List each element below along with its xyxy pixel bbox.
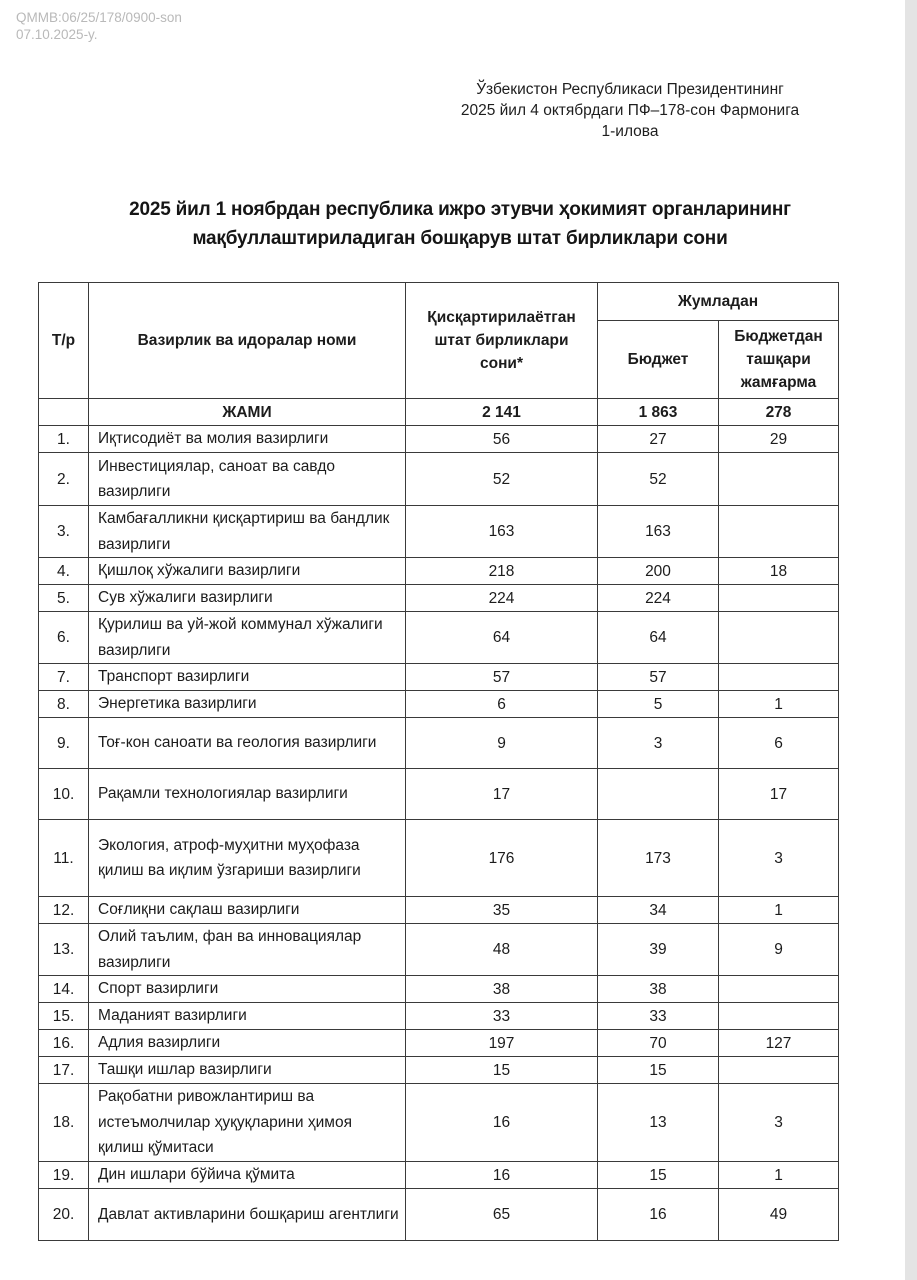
row-ministry-name: Инвестициялар, саноат ва савдо вазирлиги xyxy=(89,453,406,506)
document-title xyxy=(40,195,880,253)
table-row xyxy=(39,1030,839,1057)
header-name: Вазирлик ва идоралар номи xyxy=(89,283,406,399)
row-reduced: 48 xyxy=(406,924,598,976)
table-row xyxy=(39,453,839,506)
row-number: 5. xyxy=(39,585,89,612)
header-offbudget: Бюджетдан ташқари жамғарма xyxy=(719,321,839,399)
row-ministry-name: Соғлиқни сақлаш вазирлиги xyxy=(89,897,406,924)
row-number: 18. xyxy=(39,1084,89,1162)
table-row xyxy=(39,558,839,585)
annex-reference xyxy=(420,79,840,142)
total-reduced: 2 141 xyxy=(406,399,598,426)
row-ministry-name: Транспорт вазирлиги xyxy=(89,664,406,691)
row-reduced: 38 xyxy=(406,976,598,1003)
row-budget: 33 xyxy=(598,1003,719,1030)
row-number: 12. xyxy=(39,897,89,924)
row-ministry-name: Қишлоқ хўжалиги вазирлиги xyxy=(89,558,406,585)
table-row xyxy=(39,1084,839,1162)
row-number: 7. xyxy=(39,664,89,691)
row-budget: 64 xyxy=(598,612,719,664)
total-label: ЖАМИ xyxy=(89,399,406,426)
row-offbudget: 1 xyxy=(719,691,839,718)
row-reduced: 16 xyxy=(406,1162,598,1189)
row-reduced: 218 xyxy=(406,558,598,585)
row-offbudget: 17 xyxy=(719,769,839,820)
annex-line-1: Ўзбекистон Республикаси Президентининг xyxy=(476,81,784,98)
row-ministry-name: Рақамли технологиялар вазирлиги xyxy=(89,769,406,820)
row-budget: 15 xyxy=(598,1057,719,1084)
row-reduced: 197 xyxy=(406,1030,598,1057)
row-number: 10. xyxy=(39,769,89,820)
row-number: 15. xyxy=(39,1003,89,1030)
stamp-date: 07.10.2025-y. xyxy=(16,27,98,42)
row-offbudget: 1 xyxy=(719,897,839,924)
row-number: 14. xyxy=(39,976,89,1003)
row-budget: 224 xyxy=(598,585,719,612)
table-row xyxy=(39,1189,839,1241)
row-reduced: 64 xyxy=(406,612,598,664)
total-number xyxy=(39,399,89,426)
header-budget: Бюджет xyxy=(598,321,719,399)
row-budget: 27 xyxy=(598,426,719,453)
row-number: 4. xyxy=(39,558,89,585)
row-offbudget xyxy=(719,585,839,612)
row-number: 16. xyxy=(39,1030,89,1057)
table-row xyxy=(39,976,839,1003)
annex-line-3: 1-илова xyxy=(601,123,659,140)
row-number: 19. xyxy=(39,1162,89,1189)
row-reduced: 224 xyxy=(406,585,598,612)
row-reduced: 52 xyxy=(406,453,598,506)
row-number: 3. xyxy=(39,506,89,558)
row-reduced: 9 xyxy=(406,718,598,769)
row-number: 2. xyxy=(39,453,89,506)
row-reduced: 17 xyxy=(406,769,598,820)
row-ministry-name: Дин ишлари бўйича қўмита xyxy=(89,1162,406,1189)
row-ministry-name: Камбағалликни қисқартириш ва бандлик вазирлиги xyxy=(89,506,406,558)
row-offbudget: 3 xyxy=(719,1084,839,1162)
row-reduced: 6 xyxy=(406,691,598,718)
staff-units-table xyxy=(38,282,839,1241)
row-offbudget: 49 xyxy=(719,1189,839,1241)
row-budget: 16 xyxy=(598,1189,719,1241)
header-number: Т/р xyxy=(39,283,89,399)
row-offbudget: 1 xyxy=(719,1162,839,1189)
row-reduced: 65 xyxy=(406,1189,598,1241)
row-reduced: 163 xyxy=(406,506,598,558)
row-ministry-name: Олий таълим, фан ва инновациялар вазирлиги xyxy=(89,924,406,976)
table-row xyxy=(39,897,839,924)
table-row xyxy=(39,820,839,897)
title-line-2: мақбуллаштириладиган бошқарув штат бирликлари сони xyxy=(192,228,728,249)
row-ministry-name: Қурилиш ва уй-жой коммунал хўжалиги вазирлиги xyxy=(89,612,406,664)
row-reduced: 33 xyxy=(406,1003,598,1030)
row-ministry-name: Экология, атроф-муҳитни муҳофаза қилиш ва иқлим ўзгариши вазирлиги xyxy=(89,820,406,897)
table-row xyxy=(39,664,839,691)
row-budget: 70 xyxy=(598,1030,719,1057)
table-row xyxy=(39,1162,839,1189)
table-row xyxy=(39,585,839,612)
row-offbudget xyxy=(719,453,839,506)
row-ministry-name: Тоғ-кон саноати ва геология вазирлиги xyxy=(89,718,406,769)
title-line-1: 2025 йил 1 ноябрдан республика ижро этувчи ҳокимият органларининг xyxy=(129,199,791,220)
row-offbudget: 6 xyxy=(719,718,839,769)
header-including: Жумладан xyxy=(598,283,839,321)
row-ministry-name: Иқтисодиёт ва молия вазирлиги xyxy=(89,426,406,453)
table-row xyxy=(39,769,839,820)
total-budget: 1 863 xyxy=(598,399,719,426)
row-reduced: 35 xyxy=(406,897,598,924)
row-ministry-name: Сув хўжалиги вазирлиги xyxy=(89,585,406,612)
table-row xyxy=(39,1003,839,1030)
row-offbudget xyxy=(719,664,839,691)
registration-stamp xyxy=(16,9,182,43)
row-number: 1. xyxy=(39,426,89,453)
table-row xyxy=(39,924,839,976)
row-budget: 57 xyxy=(598,664,719,691)
row-budget: 3 xyxy=(598,718,719,769)
row-number: 9. xyxy=(39,718,89,769)
row-budget: 200 xyxy=(598,558,719,585)
row-number: 11. xyxy=(39,820,89,897)
row-offbudget: 127 xyxy=(719,1030,839,1057)
row-number: 20. xyxy=(39,1189,89,1241)
row-ministry-name: Адлия вазирлиги xyxy=(89,1030,406,1057)
row-reduced: 15 xyxy=(406,1057,598,1084)
total-row xyxy=(39,399,839,426)
row-ministry-name: Рақобатни ривожлантириш ва истеъмолчилар ҳуқуқларини ҳимоя қилиш қўмитаси xyxy=(89,1084,406,1162)
page-edge-shadow xyxy=(905,0,917,1280)
row-budget: 34 xyxy=(598,897,719,924)
row-budget: 163 xyxy=(598,506,719,558)
row-ministry-name: Ташқи ишлар вазирлиги xyxy=(89,1057,406,1084)
total-offbudget: 278 xyxy=(719,399,839,426)
table-row xyxy=(39,426,839,453)
row-offbudget xyxy=(719,976,839,1003)
header-reduced: Қисқартирилаётган штат бирликлари сони* xyxy=(406,283,598,399)
row-budget xyxy=(598,769,719,820)
row-reduced: 176 xyxy=(406,820,598,897)
row-offbudget xyxy=(719,1003,839,1030)
row-reduced: 16 xyxy=(406,1084,598,1162)
row-budget: 52 xyxy=(598,453,719,506)
row-budget: 173 xyxy=(598,820,719,897)
row-ministry-name: Давлат активларини бошқариш агентлиги xyxy=(89,1189,406,1241)
row-offbudget: 29 xyxy=(719,426,839,453)
row-budget: 13 xyxy=(598,1084,719,1162)
row-offbudget xyxy=(719,506,839,558)
table-row xyxy=(39,718,839,769)
row-number: 8. xyxy=(39,691,89,718)
table-row xyxy=(39,612,839,664)
row-reduced: 57 xyxy=(406,664,598,691)
row-offbudget: 9 xyxy=(719,924,839,976)
row-budget: 5 xyxy=(598,691,719,718)
row-reduced: 56 xyxy=(406,426,598,453)
table-row xyxy=(39,691,839,718)
row-ministry-name: Энергетика вазирлиги xyxy=(89,691,406,718)
row-number: 6. xyxy=(39,612,89,664)
row-ministry-name: Маданият вазирлиги xyxy=(89,1003,406,1030)
row-number: 17. xyxy=(39,1057,89,1084)
row-budget: 39 xyxy=(598,924,719,976)
row-number: 13. xyxy=(39,924,89,976)
row-offbudget xyxy=(719,1057,839,1084)
row-budget: 15 xyxy=(598,1162,719,1189)
row-offbudget: 3 xyxy=(719,820,839,897)
stamp-code: QMMB:06/25/178/0900-son xyxy=(16,10,182,25)
row-offbudget: 18 xyxy=(719,558,839,585)
table-row xyxy=(39,1057,839,1084)
row-ministry-name: Спорт вазирлиги xyxy=(89,976,406,1003)
table-row xyxy=(39,506,839,558)
row-offbudget xyxy=(719,612,839,664)
row-budget: 38 xyxy=(598,976,719,1003)
annex-line-2: 2025 йил 4 октябрдаги ПФ–178-сон Фармонига xyxy=(460,102,800,119)
